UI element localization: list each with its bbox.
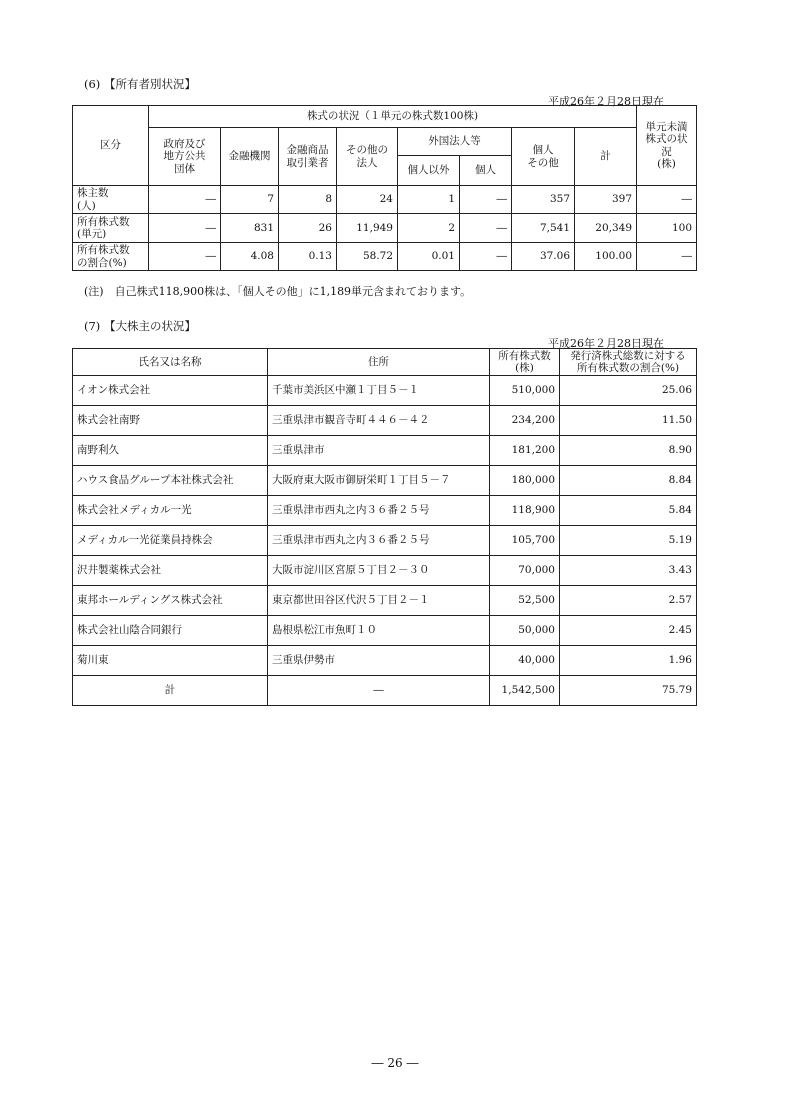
cell-ratio: 8.90: [560, 436, 697, 466]
cell-individual: 7,541: [512, 214, 575, 243]
cell-odd-lot: ―: [637, 243, 697, 271]
major-shareholders-table: [72, 348, 697, 706]
cell-shares: 118,900: [490, 496, 560, 526]
section6-as-of-date: 平成26年２月28日現在: [548, 95, 664, 108]
header-individuals: 個人 その他: [512, 128, 575, 186]
header-government: 政府及び 地方公共 団体: [149, 128, 221, 186]
cell-other-corp: 58.72: [337, 243, 398, 271]
cell-shares: 105,700: [490, 526, 560, 556]
cell-foreign-ind: ―: [460, 186, 512, 214]
cell-shares: 180,000: [490, 466, 560, 496]
section7-as-of-date: 平成26年２月28日現在: [548, 337, 664, 350]
header-other-corporations: その他の 法人: [337, 128, 398, 186]
cell-sec: 26: [279, 214, 337, 243]
table-row: [73, 646, 697, 676]
header-foreign-individual: 個人: [460, 156, 512, 186]
cell-name: 南野利久: [73, 436, 268, 466]
cell-name: 沢井製薬株式会社: [73, 556, 268, 586]
cell-foreign-non-ind: 0.01: [398, 243, 460, 271]
ownership-table: [72, 105, 697, 271]
header-ratio: 発行済株式総数に対する 所有株式数の割合(%): [560, 349, 697, 376]
header-odd-lot: 単元未満 株式の状況 (株): [637, 106, 697, 186]
table-row: [73, 586, 697, 616]
header-share-status: 株式の状況（１単元の株式数100株): [149, 106, 637, 128]
cell-individual: 37.06: [512, 243, 575, 271]
cell-name: 菊川東: [73, 646, 268, 676]
cell-shares: 52,500: [490, 586, 560, 616]
cell-address: 三重県津市西丸之内３６番２５号: [268, 496, 490, 526]
cell-ratio: 25.06: [560, 376, 697, 406]
cell-shares: 234,200: [490, 406, 560, 436]
header-financial-institutions: 金融機関: [221, 128, 279, 186]
cell-ratio: 11.50: [560, 406, 697, 436]
row-label: 所有株式数 の割合(%): [73, 243, 149, 271]
cell-total: 20,349: [575, 214, 637, 243]
section7-title: (7) 【大株主の状況】: [84, 319, 196, 333]
cell-shares: 40,000: [490, 646, 560, 676]
cell-address: 三重県伊勢市: [268, 646, 490, 676]
table-row: [73, 496, 697, 526]
table-row: [73, 214, 697, 243]
cell-total: 100.00: [575, 243, 637, 271]
cell-shares: 181,200: [490, 436, 560, 466]
cell-other-corp: 11,949: [337, 214, 398, 243]
cell-address: 三重県津市: [268, 436, 490, 466]
cell-name: 株式会社山陰合同銀行: [73, 616, 268, 646]
cell-ratio: 5.19: [560, 526, 697, 556]
cell-foreign-ind: ―: [460, 214, 512, 243]
cell-ratio: 2.45: [560, 616, 697, 646]
cell-fin: 7: [221, 186, 279, 214]
cell-gov: ―: [149, 186, 221, 214]
cell-address: 東京都世田谷区代沢５丁目２－１: [268, 586, 490, 616]
cell-shares: 70,000: [490, 556, 560, 586]
cell-name: 東邦ホールディングス株式会社: [73, 586, 268, 616]
cell-gov: ―: [149, 243, 221, 271]
table-row: [73, 406, 697, 436]
section6-note: (注) 自己株式118,900株は、「個人その他」に1,189単元含まれております。: [84, 285, 472, 298]
total-address: ―: [268, 676, 490, 706]
cell-individual: 357: [512, 186, 575, 214]
cell-address: 三重県津市観音寺町４４６－４２: [268, 406, 490, 436]
table-row: [73, 466, 697, 496]
cell-ratio: 8.84: [560, 466, 697, 496]
table-row: [73, 616, 697, 646]
cell-shares: 510,000: [490, 376, 560, 406]
cell-name: 株式会社南野: [73, 406, 268, 436]
cell-address: 三重県津市西丸之内３６番２５号: [268, 526, 490, 556]
cell-ratio: 1.96: [560, 646, 697, 676]
cell-shares: 50,000: [490, 616, 560, 646]
cell-address: 大阪市淀川区宮原５丁目２－３０: [268, 556, 490, 586]
cell-address: 島根県松江市魚町１０: [268, 616, 490, 646]
total-shares: 1,542,500: [490, 676, 560, 706]
page-number: ― 26 ―: [371, 1056, 419, 1070]
header-address: 住所: [268, 349, 490, 376]
cell-gov: ―: [149, 214, 221, 243]
table-row: [73, 376, 697, 406]
total-row: [73, 676, 697, 706]
cell-name: ハウス食品グループ本社株式会社: [73, 466, 268, 496]
header-securities-firms: 金融商品 取引業者: [279, 128, 337, 186]
cell-fin: 4.08: [221, 243, 279, 271]
cell-sec: 0.13: [279, 243, 337, 271]
header-foreign-non-individual: 個人以外: [398, 156, 460, 186]
row-label: 所有株式数 (単元): [73, 214, 149, 243]
table-row: [73, 556, 697, 586]
table-row: [73, 243, 697, 271]
cell-address: 大阪府東大阪市御厨栄町１丁目５－７: [268, 466, 490, 496]
cell-name: イオン株式会社: [73, 376, 268, 406]
cell-fin: 831: [221, 214, 279, 243]
cell-ratio: 2.57: [560, 586, 697, 616]
total-label: 計: [73, 676, 268, 706]
cell-foreign-non-ind: 2: [398, 214, 460, 243]
header-name: 氏名又は名称: [73, 349, 268, 376]
section6-title: (6) 【所有者別状況】: [84, 77, 196, 91]
cell-sec: 8: [279, 186, 337, 214]
table-row: [73, 526, 697, 556]
cell-foreign-ind: ―: [460, 243, 512, 271]
cell-name: メディカル一光従業員持株会: [73, 526, 268, 556]
cell-ratio: 3.43: [560, 556, 697, 586]
cell-name: 株式会社メディカル一光: [73, 496, 268, 526]
cell-other-corp: 24: [337, 186, 398, 214]
header-total: 計: [575, 128, 637, 186]
table-row: [73, 436, 697, 466]
cell-odd-lot: ―: [637, 186, 697, 214]
table-row: [73, 186, 697, 214]
cell-ratio: 5.84: [560, 496, 697, 526]
cell-address: 千葉市美浜区中瀬１丁目５－１: [268, 376, 490, 406]
header-foreign: 外国法人等: [398, 128, 512, 156]
total-ratio: 75.79: [560, 676, 697, 706]
header-shares: 所有株式数 (株): [490, 349, 560, 376]
cell-odd-lot: 100: [637, 214, 697, 243]
cell-foreign-non-ind: 1: [398, 186, 460, 214]
header-kubun: 区分: [73, 106, 149, 186]
row-label: 株主数 (人): [73, 186, 149, 214]
cell-total: 397: [575, 186, 637, 214]
